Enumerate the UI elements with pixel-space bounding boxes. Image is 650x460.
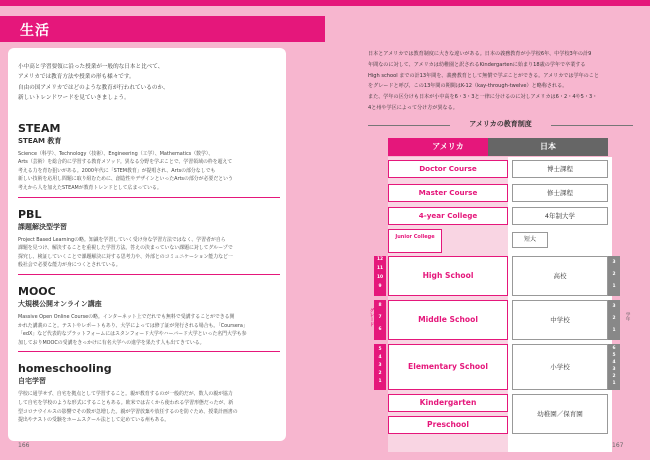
section-body: Science（科学）、Technology（技術）、Engineering（工学）、Mathematics（数学）、 Arts（芸術）を総合的に学習する教育メソッド。異なる分野を学ぶことで、学習領域の枠を超えて 考える力を育む狙いがある。2000年代に「STEM教育」が提唱され、Artsの部分なしでも 新しい技術を応用し問題に取り組むために、創造性やデザインといったArtsの部分が必要だという 考えから人を加えたSTEAMが教育トレンドとして広まっている。 [18,150,233,191]
section-subtitle: 課題解決型学習 [18,222,67,231]
section-subtitle: STEAM 教育 [18,136,62,145]
jp-junior-college: 短大 [512,232,548,248]
jp-master-course: 修士課程 [512,184,608,202]
grade-axis-label: グレード [369,308,374,327]
diagram-title: アメリカの教育制度 [469,120,532,128]
section-title: homeschooling [18,362,112,376]
jp-doctor-course: 博士課程 [512,160,608,178]
section-steam [18,122,276,198]
divider [18,274,280,275]
system-description: 日本とアメリカでは教育制度に大きな違いがある。日本の義務教育が小学校6年、中学校3年の計9 年間なのに対して、アメリカは幼稚園と訳されるKindergartenに始まり18歳の学年で卒業する High school までの計13年間を、義務教育として無償で学ぶことができる。アメリカでは学年のこと をグレードと呼び、この13年間の期間はK-12（kay-through-twelve）と略称される。 また、学年の区分けも日本が小中高を6・3・3と一律に分けるのに対しアメリカは6・2・4や5・3・ 4と州や学区によって分け方が異なる。 [368,51,599,111]
section-title: PBL [18,207,42,221]
section-subtitle: 大規模公開オンライン講座 [18,299,102,308]
trend-card [8,48,286,441]
us-doctor-course: Doctor Course [388,160,508,178]
section-title: STEAM [18,121,61,135]
jp-grade-axis-label: 学年 [625,312,630,322]
jp-middle-school: 中学校 [512,300,608,340]
us-high-school: High School [388,256,508,296]
diagram-title-row [368,119,633,131]
section-title: MOOC [18,284,56,298]
jp-kindergarten: 幼稚園／保育園 [512,394,608,434]
us-preschool: Preschool [388,416,508,434]
section-body: 学校に通学せず、自宅を拠点として学習すること。親が教育するのが一般的だが、数人の親が協力 して自宅を学校のような形式にすることもある。欧米では古くから使われる学習形態だったが、新 型コロナウイルスの影響でその数が急増した。親が学習放棄や放任するのを防ぐため、授業計画書の 提出やテストの受験をホームスクール法として定めている州もある。 [18,391,238,424]
intro-text: 小中高と学習要領に沿った授業が一般的な日本と比べて、 アメリカでは教育方法や授業の形も様々です。 自由の国アメリカではどのような教育が行われているのか、 新しいトレンドワードを見ていきましょう。 [18,64,169,102]
section-header [0,16,325,42]
jp-high-school: 高校 [512,256,608,296]
us-master-course: Master Course [388,184,508,202]
page-number-right: 167 [612,442,624,449]
section-subtitle: 自宅学習 [18,377,46,386]
page-number-left: 166 [18,442,30,449]
section-body: Massive Open Online Courseの略。インターネット上でだれでも無料で受講することができる開 かれた講義のこと。テストやレポートもあり、大学によっては修了証が発行される場合も。「Coursera」 「edX」など代表的なプラットフォームにはスタンフォード大学やハーバード大学といった名門大学も参 加しておりMOOCの受講をきっかけに有名大学への進学を果たす人も出てきている。 [18,313,248,346]
us-elementary-school: Elementary School [388,344,508,390]
jp-column-header: 日本 [488,138,608,156]
us-junior-college: Junior College [388,229,442,253]
jp-elementary-school: 小学校 [512,344,608,390]
section-body: Project Based Learningの略。知識を学習していく受け身な学習方法ではなく、学習者が自ら 課題を見つけ、解決することを重視した学習方法。答えの決まっていない課題に対してグループで 探究し、検証していくことで課題解決に対する思考力や、外部とのコミュニケーション能力など一 般社会で必要な能力が身につくとされている。 [18,236,233,269]
us-kindergarten: Kindergarten [388,394,508,412]
top-accent-bar [0,0,650,6]
section-pbl [18,208,276,275]
us-4year-college: 4-year College [388,207,508,225]
us-middle-school: Middle School [388,300,508,340]
divider [551,125,633,126]
divider [18,197,280,198]
section-mooc [18,285,276,352]
us-column-header: アメリカ [388,138,508,156]
jp-4year-university: 4年制大学 [512,207,608,225]
section-homeschooling [18,362,276,424]
page-title: 生活 [20,23,50,39]
divider [18,351,280,352]
